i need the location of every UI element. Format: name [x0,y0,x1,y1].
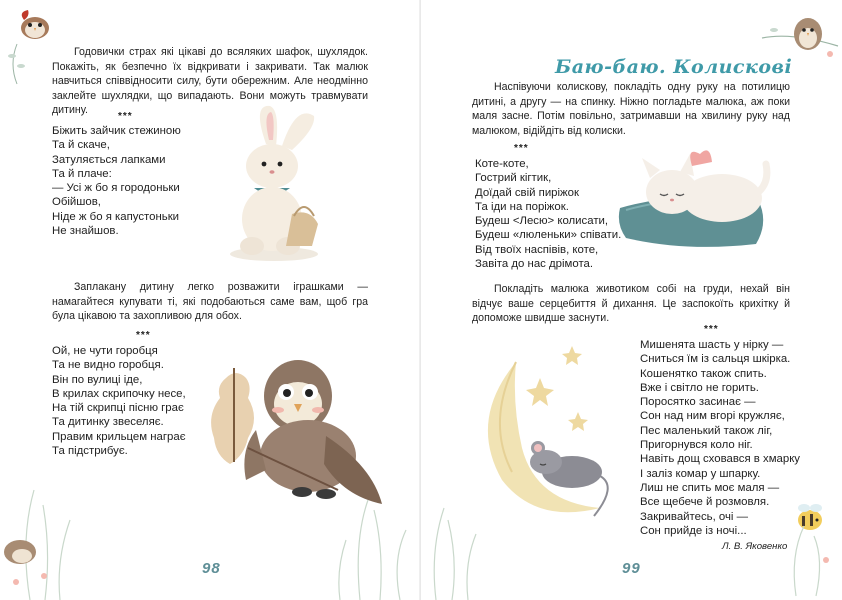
page-number: 98 [202,560,221,577]
poem-line: Та й скаче, [52,139,110,152]
sparrow-poem [52,344,186,458]
poem-line: Сон над ним вгорі кружляє, [640,410,785,423]
left-paragraph-2: Заплакану дитину легко розважити іграшками — намагайтеся купувати ті, які подобаються саме вам, щоб гра була цікавою та захопливою для обох. [52,281,368,323]
poem-line: Ніде ж бо я капустоньки [52,210,180,223]
grass-decoration [0,470,420,600]
poem-line: Гострий кігтик, [475,172,552,185]
poem-line: Пригорнувся коло ніг. [640,439,753,452]
poem-line: І заліз комар у шпарку. [640,467,761,480]
separator: *** [704,324,719,335]
poem-line: Обійшов, [52,196,101,209]
poem-line: Вже і світло не горить. [640,381,759,394]
separator: *** [118,111,133,122]
poem-line: Все щебече й розмовля. [640,496,770,509]
poem-line: Закривайтесь, очі — [640,510,749,523]
poem-line: Від твоїх наспівів, коте, [475,243,599,256]
right-intro-paragraph: Наспівуючи колискову, покладіть одну руку на потилицю дитині, а другу — на спинку. Ніжно погладьте малюка, аж поки маля засне. Потім повільно, затримавши на хвилину руку над малюком, відійдіть від колиски. [472,81,790,137]
poem-line: Будеш «люленьки» співати. [475,229,622,242]
poem-line: Завіта до нас дрімота. [475,258,594,271]
poem-line: Будеш <Лесю> колисати, [475,215,609,228]
moon-mouse-illustration [468,340,638,520]
poem-line: Правим крильцем награє [52,430,186,443]
poem-line: Ой, не чути горобця [52,345,158,357]
sleeping-kitten-illustration [616,138,770,250]
cat-poem [475,157,621,271]
poem-line: Біжить зайчик стежиною [52,125,181,137]
poem-line: Та іди на поріжок. [475,200,569,213]
poem-line: Та дитинку звеселяє. [52,416,164,429]
poem-line: Поросятко засинає — [640,396,756,409]
poem-line: — Усі ж бо я городоньки [52,182,180,195]
right-paragraph-2: Покладіть малюка животиком собі на груди, нехай він відчує ваше серцебиття й дихання. Це заспокоїть крихітку й допоможе швидше заснути. [472,283,790,325]
bird-on-branch-illustration [762,8,838,64]
poem-line: На тій скрипці пісню грає [52,402,184,415]
poem-line: Коте-коте, [475,158,529,170]
bird-illustration [10,6,60,46]
poem-line: Кошенятко також спить. [640,367,767,380]
poem-line: Навіть дощ сховався в хмарку [640,453,801,466]
poem-line: Він по вулиці іде, [52,373,143,386]
poem-line: Мишенята шасть у нірку — [640,339,784,351]
bee-illustration [786,500,836,596]
poem-line: Сон прийде із ночі... [640,524,747,537]
poem-line: Не знайшов. [52,225,119,238]
poem-line: Доїдай свій пиріжок [475,186,579,199]
poem-line: Затуляється лапками [52,153,166,166]
bunny-illustration [222,104,332,264]
page-number: 99 [622,560,641,577]
poem-line: Пес маленький також ліг, [640,424,773,437]
lullaby-poem [640,338,800,538]
poem-line: Сниться їм із сальця шкірка. [640,353,791,366]
poem-line: В крилах скрипочку несе, [52,387,186,400]
poem-author: Л. В. Яковенко [722,541,788,552]
grass-decoration [426,500,516,600]
poem-line: Та не видно горобця. [52,359,164,372]
separator: *** [514,143,529,154]
leaves-decoration [6,44,28,84]
poem-line: Лиш не спить моє маля — [640,481,780,494]
poem-line: Та й плаче: [52,167,112,180]
poem-line: Та підстрибує. [52,445,128,458]
hare-poem [52,124,181,238]
left-intro-paragraph: Годовички страх які цікаві до всяляких шафок, шухлядок. Покажіть, як безпечно їх відкривати і закривати. Так малюк навчиться співвідносити силу, бути обережним. Але неодмінно заклейте шухлядки, що випадають. Вони можуть травмувати дитину. [52,46,368,117]
separator: *** [136,330,151,341]
page-title: Баю-баю. Колискові [555,56,793,78]
